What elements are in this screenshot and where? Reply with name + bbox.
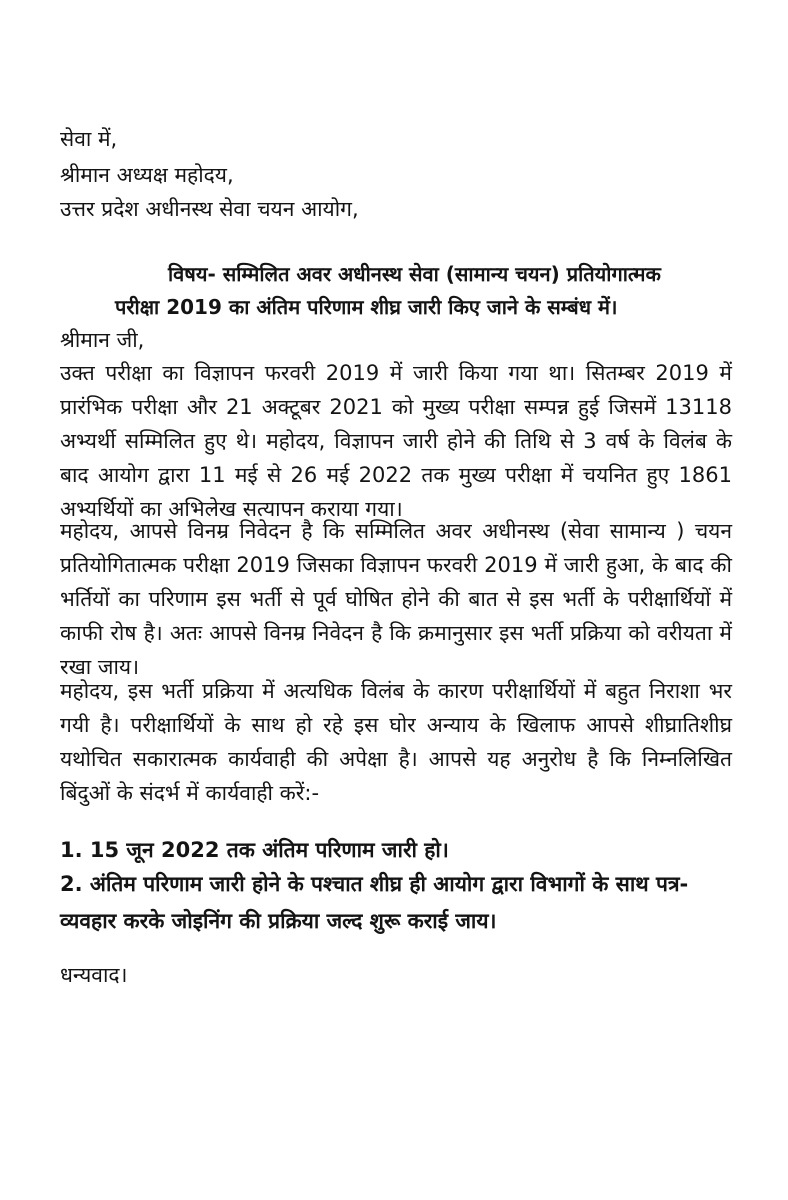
request-point-1: 1. 15 जून 2022 तक अंतिम परिणाम जारी हो। — [60, 838, 449, 862]
body-paragraph-1: उक्त परीक्षा का विज्ञापन फरवरी 2019 में जारी किया गया था। सितम्बर 2019 में प्रारंभिक परीक्षा और 21 अक्टूबर 2021 को मुख्य परीक्षा सम्पन्न हुई जिसमें 13118 अभ्यर्थी सम्मिलित हुए थे। महोदय, विज्ञापन जारी होने की तिथि से 3 वर्ष के विलंब के बाद आयोग द्वारा 11 मई से 26 मई 2022 तक मुख्य परीक्षा में चयनित हुए 1861 अभ्यर्थियों का अभिलेख सत्यापन कराया गया। — [60, 361, 732, 521]
body-paragraph-2: महोदय, आपसे विनम्र निवेदन है कि सम्मिलित अवर अधीनस्थ (सेवा सामान्य ) चयन प्रतियोगितात्मक परीक्षा 2019 जिसका विज्ञापन फरवरी 2019 में जारी हुआ, के बाद की भर्तियों का परिणाम इस भर्ती से पूर्व घोषित होने की बात से इस भर्ती के परीक्षार्थियों में काफी रोष है। अतः आपसे विनम्र निवेदन है कि क्रमानुसार इस भर्ती प्रक्रिया को वरीयता में रखा जाय। — [60, 519, 732, 679]
recipient-name: श्रीमान अध्यक्ष महोदय, — [60, 163, 234, 187]
request-point-2: 2. अंतिम परिणाम जारी होने के पश्चात शीघ्र ही आयोग द्वारा विभागों के साथ पत्र-व्यवहार करके जोइनिंग की प्रक्रिया जल्द शुरू कराई जाय। — [60, 872, 689, 933]
greeting: श्रीमान जी, — [60, 328, 145, 352]
subject-line-1: विषय- सम्मिलित अवर अधीनस्थ सेवा (सामान्य चयन) प्रतियोगात्मक — [168, 262, 661, 286]
salutation-to: सेवा में, — [60, 127, 118, 151]
subject-line-2: परीक्षा 2019 का अंतिम परिणाम शीघ्र जारी किए जाने के सम्बंध में। — [115, 295, 618, 319]
recipient-org: उत्तर प्रदेश अधीनस्थ सेवा चयन आयोग, — [60, 197, 359, 221]
closing: धन्यवाद। — [60, 963, 128, 987]
body-paragraph-3: महोदय, इस भर्ती प्रक्रिया में अत्यधिक विलंब के कारण परीक्षार्थियों में बहुत निराशा भर गयी है। परीक्षार्थियों के साथ हो रहे इस घोर अन्याय के खिलाफ आपसे शीघ्रातिशीघ्र यथोचित सकारात्मक कार्यवाही की अपेक्षा है। आपसे यह अनुरोध है कि निम्नलिखित बिंदुओं के संदर्भ में कार्यवाही करें:- — [60, 679, 732, 805]
